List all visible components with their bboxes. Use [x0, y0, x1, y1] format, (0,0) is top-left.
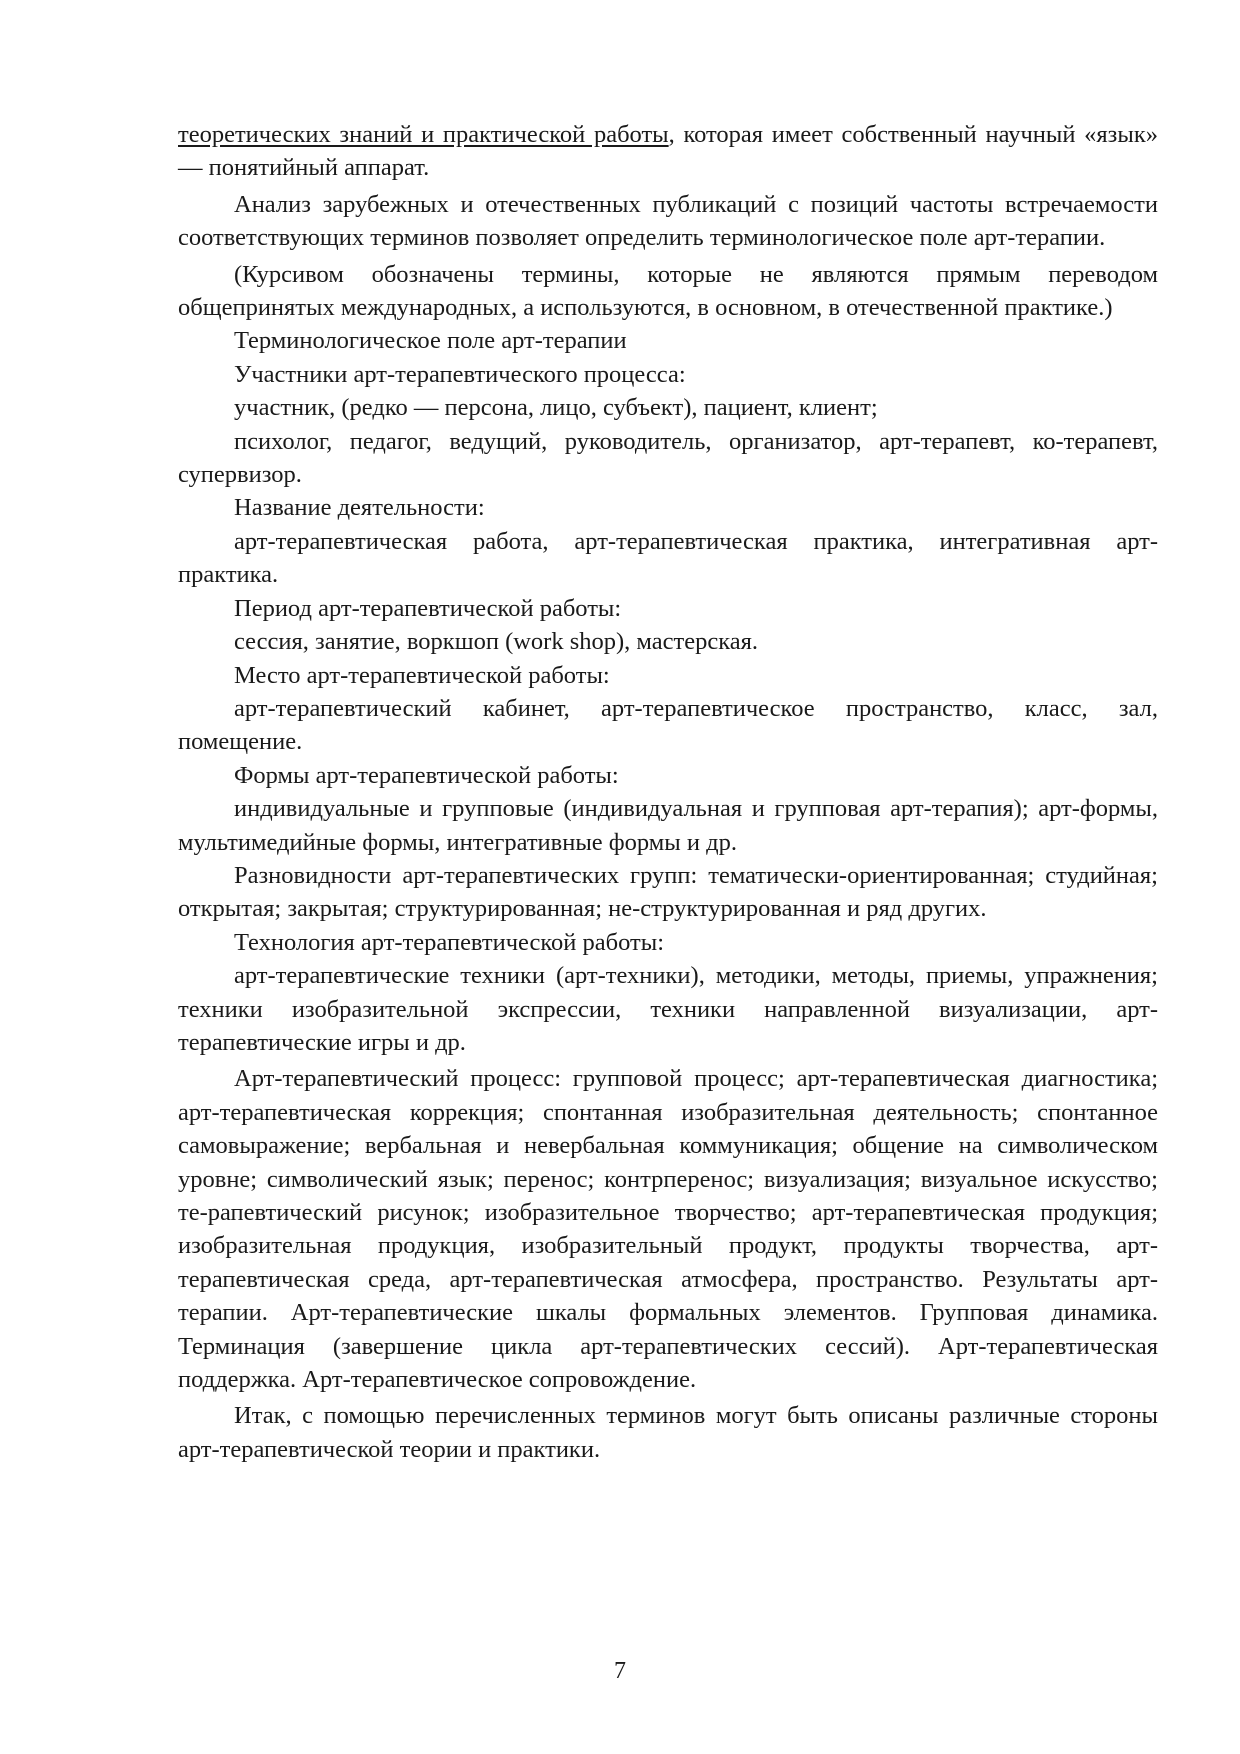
page-number: 7 — [614, 1658, 626, 1684]
paragraph-text: сессия, занятие, воркшоп ( — [234, 628, 514, 656]
term-list-period — [178, 625, 1158, 658]
term-heading-technology: Технология арт-терапевтической работы: — [234, 928, 665, 956]
term-heading-period: Период арт-терапевтической работы: — [234, 594, 622, 622]
term-list-group-types: Разновидности арт-терапевтических групп: тематически-ориентированная; студийная; открытая; закрытая; структурированная; не-структурированная и ряд других. — [178, 861, 1158, 923]
paragraph-text: ), мастерская. — [616, 628, 758, 656]
term-heading-place: Место арт-терапевтической работы: — [234, 661, 610, 689]
term-list-technology: арт-терапевтические техники (арт-техники), методики, методы, приемы, упражнения; техники изобразительной экспрессии, техники направленной визуализации, арт-терапевтические игры и др. — [178, 962, 1158, 1056]
english-term: work shop — [513, 628, 616, 656]
term-list-place: арт-терапевтический кабинет, арт-терапевтическое пространство, класс, зал, помещение. — [178, 694, 1158, 756]
body-text — [178, 118, 1158, 1466]
term-list-activity: арт-терапевтическая работа, арт-терапевтическая практика, интегративная арт-практика. — [178, 527, 1158, 589]
section-heading-terminology: Терминологическое поле арт-терапии — [234, 327, 627, 355]
paragraph-conclusion: Итак, с помощью перечисленных терминов могут быть описаны различные стороны арт-терапевтической теории и практики. — [178, 1402, 1158, 1463]
paragraph-text: , которая имеет собственный научный «язык» — понятийный аппарат. — [178, 121, 1158, 182]
term-heading-participants: Участники арт-терапевтического процесса: — [234, 360, 686, 388]
term-list-participants: участник, (редко — персона, лицо, субъект), пациент, клиент; — [234, 394, 878, 422]
paragraph-intro-continuation — [178, 118, 1158, 185]
paragraph-analysis: Анализ зарубежных и отечественных публикаций с позиций частоты встречаемости соответствующих терминов позволяет определить терминологическое поле арт-терапии. — [178, 190, 1158, 252]
term-list-forms: индивидуальные и групповые (индивидуальная и групповая арт-терапия); арт-формы, мультимедийные формы, интегративные формы и др. — [178, 795, 1158, 856]
paragraph-art-therapy-process: Арт-терапевтический процесс: групповой процесс; арт-терапевтическая диагностика; арт-терапевтическая коррекция; спонтанная изобразительная деятельность; спонтанное самовыражение; вербальная и невербальная коммуникация; общение на символическом уровне; символический язык; перенос; контрперенос; визуализация; визуальное искусство; те-рапевтический рисунок; изобразительное творчество; арт-терапевтическая продукция; изобразительная продукция, изобразительный продукт, продукты творчества, арт-терапевтическая среда, арт-терапевтическая атмосфера, пространство. Результаты арт-терапии. Арт-терапевтические шкалы формальных элементов. Групповая динамика. Терминация (завершение цикла арт-терапевтических сессий). Арт-терапевтическая поддержка. Арт-терапевтическое сопровождение. — [178, 1065, 1158, 1394]
term-heading-forms: Формы арт-терапевтической работы: — [234, 761, 619, 789]
paragraph-italic-note: (Курсивом обозначены термины, которые не являются прямым переводом общепринятых международных, а используются, в основном, в отечественной практике.) — [178, 260, 1158, 322]
underlined-phrase: теоретических знаний и практической работы — [178, 121, 669, 148]
term-heading-activity: Название деятельности: — [234, 494, 485, 522]
term-list-specialists: психолог, педагог, ведущий, руководитель, организатор, арт-терапевт, ко-терапевт, супервизор. — [178, 427, 1158, 489]
